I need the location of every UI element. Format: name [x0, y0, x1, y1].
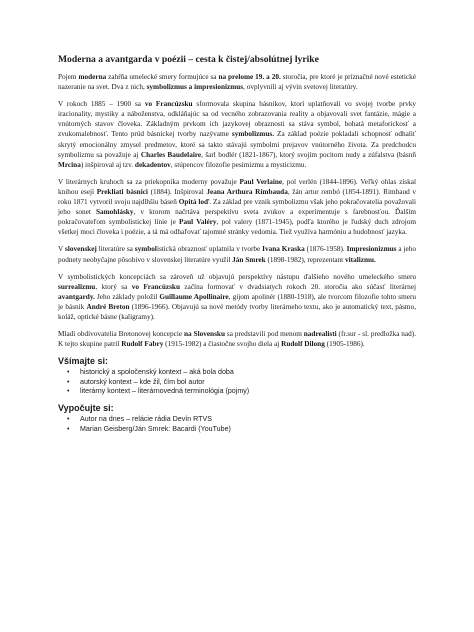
list-item: • autorský kontext – kde žil, čím bol autor	[67, 377, 205, 386]
notice-heading: Všímajte si:	[58, 356, 109, 367]
text-run: sformovala skupina básnikov, ktorí uplatňovali vo svojej tvorbe prvky iracionality, mystiky a náboženstva, odkláňajúc sa od vecného zobrazovania reality a objavovali svet fantázie, mágie a vnútorných stavov človeka. Základným prvkom ich jazykovej obraznosti sa stáva symbol, bohatá metaforickosť a zvukomalebnosť. Tento prúd básnickej tvorby nazývame	[58, 100, 416, 139]
text-run: začína formovať v dvadsiatych rokoch 20. storočia ako súčasť literárnej	[180, 282, 416, 291]
bold-text-run: Prekliati básnici	[96, 187, 148, 196]
text-run: , gijom apolinér (1880-1918), ale tvorcom filozofie tohto smeru je básnik	[58, 292, 417, 311]
paragraph-surrealism	[58, 272, 416, 322]
bullet-icon: •	[67, 416, 70, 424]
paragraph-nadrealisti	[58, 329, 416, 349]
bold-text-run: André Breton	[86, 302, 130, 311]
bold-text-run: Rudolf Fabry	[121, 340, 164, 349]
text-run: V literárnych kruhoch sa za priekopníka moderny považuje	[58, 177, 240, 186]
listen-list	[58, 415, 416, 434]
text-run: zahŕňa umelecké smery formujúce sa	[106, 73, 219, 81]
bold-text-run: Ján Smrek	[232, 255, 266, 264]
text-run: V rokoch 1885 – 1900 sa	[58, 100, 145, 109]
text-run: . Za základ pre vznik symbolizmu však jeho pokračovatelia považovali jeho sonet	[58, 198, 417, 217]
bold-text-run: vo Francúzsku	[131, 282, 180, 291]
text-run: (1915-1982) a čiastočne svojho diela aj	[163, 340, 282, 349]
bold-text-run: vitalizmu.	[345, 255, 376, 264]
text-run: a jeho podnety neobyčajne pôsobivo v slovenskej literatúre využil	[58, 245, 416, 264]
bold-text-run: symbol	[134, 245, 157, 254]
text-run: , pol verlén (1844-1896). Veľký ohlas získal knihou esejí	[58, 177, 416, 196]
text-run: , v ktorom načrtáva perspektívu sveta zvukov a experimentuje s farebnosťou. Ďalším pokračovateľom symbolistickej línie je	[58, 208, 416, 227]
bold-text-run: Samohlásky	[95, 208, 134, 217]
text-run: , pol valery (1871-1945), podľa ktorého je ľudský duch zdrojom všetkej moci človeka i poézie, a tá má odhaľovať tajomné stránky vedomia. Tiež využíva harmóniu a hudobnosť jazyka.	[58, 218, 416, 237]
bold-text-run: surrealizmu	[58, 282, 96, 291]
text-run: , šarl bodlér (1821-1867), ktorý svojím pocitom nudy a zúfalstva (básnň	[201, 150, 416, 159]
bold-text-run: Rudolf Dilong	[281, 340, 325, 349]
bold-text-run: Charles Baudelaire	[140, 150, 202, 159]
list-item: • literárny kontext – literárnovedná terminológia (pojmy)	[67, 387, 250, 396]
text-run: Jeho základy položil	[94, 292, 160, 301]
list-item: • historický a spoločenský kontext – aká bola doba	[67, 368, 234, 377]
bold-text-run: vo Francúzsku	[144, 100, 193, 109]
bold-text-run: Guillaume Apollinaire	[159, 292, 229, 301]
listen-heading: Vypočujte si:	[58, 403, 114, 414]
text-run: V	[58, 245, 66, 254]
text-run: Pojem	[58, 73, 79, 81]
bold-text-run: Opitá loď	[178, 198, 210, 207]
bold-text-run: Mrcina	[58, 160, 81, 169]
bullet-icon: •	[67, 388, 70, 396]
document-title: Moderna a avantgarda v poézii – cesta k čistej/absolútnej lyrike	[58, 54, 319, 65]
text-run: , stúpencov filozofie pesimizmu a mysticizmu.	[170, 160, 307, 169]
paragraph-verlaine	[58, 177, 416, 238]
list-item: • Autor na dnes – relácie rádia Devín RTVS	[67, 415, 212, 424]
text-run: sa predstavili pod menom	[224, 330, 304, 339]
bold-text-run: na Slovensku	[183, 330, 225, 339]
bold-text-run: avantgardy.	[58, 292, 95, 301]
text-run: , žán artur rembó (1854-1891). Rimbaud v roku 1871 vytvoril svoju najdlhšiu báseň	[58, 187, 416, 207]
paragraph-intro	[58, 72, 416, 92]
bold-text-run: Paul Verlaine	[239, 177, 283, 186]
text-run: V symbolistických koncepciách sa zároveň už objavujú perspektívy nástupu ďalšieho nového umeleckého smeru	[58, 272, 416, 281]
list-item: • Marian Geisberg/Ján Smrek: Bacardi (YouTube)	[67, 424, 231, 433]
text-run: (1896-1966). Objavujú sa nové metódy tvorby literárneho textu, ako je automatický text, pásmo, koláž, optické básne (kaligramy).	[58, 302, 417, 321]
bold-text-run: nadrealisti	[303, 330, 337, 339]
text-run: Mladí obdivovatelia Bretonovej koncepcie	[58, 330, 184, 339]
bold-text-run: moderna	[78, 73, 107, 81]
bold-text-run: Impresionizmus	[346, 245, 397, 254]
text-run: (1898-1982), reprezentant	[265, 255, 346, 264]
bullet-icon: •	[67, 425, 70, 433]
bullet-icon: •	[67, 369, 70, 377]
text-run: (1884). Inšpiroval	[147, 187, 207, 196]
text-run: storočia, pre ktoré je príznačné nové estetické nazeranie na svet. Dva z nich,	[58, 73, 416, 92]
bold-text-run: slovenskej	[65, 245, 97, 254]
text-run: (fr.sur - sl. predložka nad). K tejto skupine patril	[58, 330, 417, 349]
paragraph-slovak-literature	[58, 244, 416, 264]
text-run: , ovplyvnili aj vývin svetovej literatúry.	[243, 83, 358, 92]
text-run: istická obraznosť uplatnila v tvorbe	[156, 245, 263, 254]
text-run: (1905-1986).	[324, 340, 365, 349]
bold-text-run: symbolizmus.	[231, 130, 275, 139]
notice-list	[58, 368, 416, 397]
text-run: (1876-1958).	[304, 245, 347, 254]
text-run: ) inšpiroval aj tzv.	[80, 160, 135, 169]
paragraph-symbolism	[58, 99, 416, 170]
text-run: , ktorý sa	[95, 282, 132, 291]
bold-text-run: symbolizmus a impresionizmus	[146, 83, 244, 92]
bullet-icon: •	[67, 378, 70, 386]
bold-text-run: Paul Valéry	[179, 218, 217, 227]
bold-text-run: dekadentov	[134, 160, 171, 169]
text-run: Za základ poézie pokladali schopnosť odhaliť skrytý emocionálny zmysel predmetov, ktoré sa takto stávajú symbolmi prejavov vnútorného života. Za predchodcu symbolizmu sa považuje aj	[58, 130, 417, 159]
text-run: literatúre sa	[96, 245, 135, 254]
bold-text-run: Jeana Arthura Rimbauda	[206, 187, 288, 196]
bold-text-run: na prelome 19. a 20.	[218, 73, 281, 81]
bold-text-run: Ivana Kraska	[262, 245, 305, 254]
